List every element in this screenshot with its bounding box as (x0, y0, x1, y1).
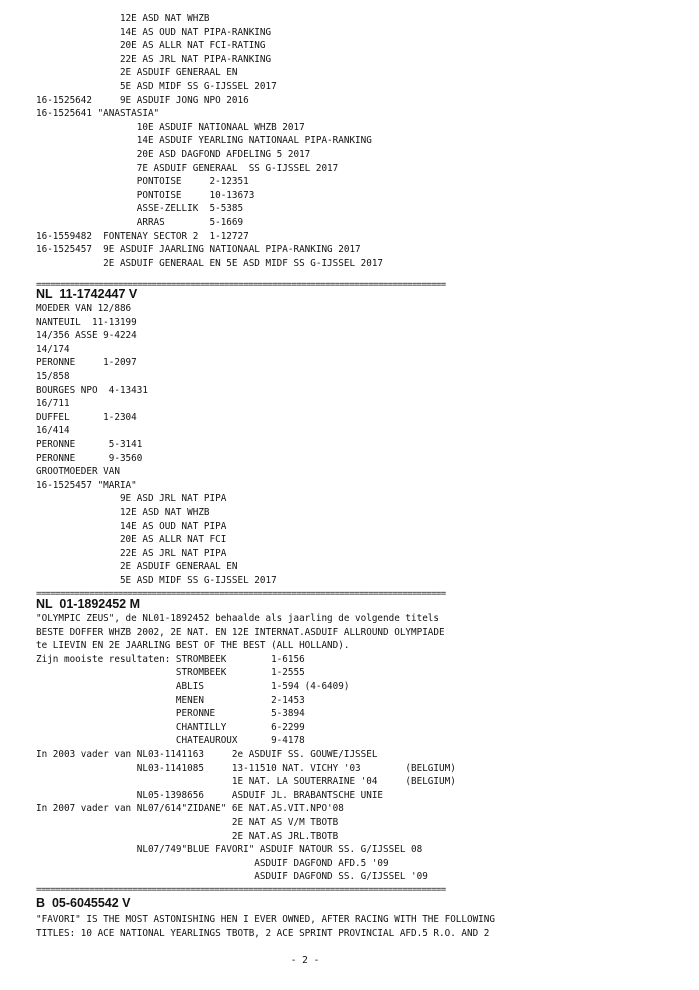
text-line: ASSE-ZELLIK 5-5385 (36, 203, 244, 215)
text-line: 16-1525457 9E ASDUIF JAARLING NATIONAAL PIPA-RANKING 2017 (36, 244, 361, 256)
pedigree-text-block-3 (36, 612, 456, 884)
text-line: PERONNE 9-3560 (36, 452, 143, 464)
pigeon-heading-2: NL 01-1892452 M (36, 597, 140, 611)
text-line: 22E AS JRL NAT PIPA-RANKING (36, 53, 272, 65)
text-line: te LIEVIN EN 2E JAARLING BEST OF THE BEST (ALL HOLLAND). (36, 640, 350, 652)
text-line: 2E NAT.AS JRL.TBOTB (36, 830, 339, 842)
text-line: ASDUIF DAGFOND AFD.5 '09 (36, 857, 389, 869)
separator-line: ===================================================================================== (36, 887, 446, 893)
text-line: TITLES: 10 ACE NATIONAL YEARLINGS TBOTB, 2 ACE SPRINT PROVINCIAL AFD.5 R.O. AND 2 (36, 927, 490, 939)
pedigree-text-block-4 (36, 913, 495, 940)
text-line: 5E ASD MIDF SS G-IJSSEL 2017 (36, 80, 277, 92)
text-line: PERONNE 5-3141 (36, 438, 143, 450)
text-line: ABLIS 1-594 (4-6409) (36, 680, 350, 692)
text-line: 1E NAT. LA SOUTERRAINE '04 (BELGIUM) (36, 776, 456, 788)
text-line: 14/174 (36, 343, 70, 355)
text-line: In 2007 vader van NL07/614"ZIDANE" 6E NAT.AS.VIT.NPO'08 (36, 803, 344, 815)
text-line: ASDUIF DAGFOND SS. G/IJSSEL '09 (36, 871, 428, 883)
text-line: 12E ASD NAT WHZB (36, 13, 210, 24)
text-line: 2E ASDUIF GENERAAL EN 5E ASD MIDF SS G-IJSSEL 2017 (36, 257, 384, 269)
pedigree-text-block-1 (36, 12, 383, 270)
text-line: ARRAS 5-1669 (36, 216, 244, 228)
pedigree-text-block-2 (36, 302, 277, 587)
text-line: DUFFEL 1-2304 (36, 411, 137, 423)
page-number: - 2 - (290, 955, 320, 966)
text-line: "OLYMPIC ZEUS", de NL01-1892452 behaalde als jaarling de volgende titels (36, 613, 439, 624)
text-line: 14E AS OUD NAT PIPA (36, 520, 227, 532)
separator-line: ===================================================================================== (36, 591, 446, 597)
text-line: 2E ASDUIF GENERAAL EN (36, 67, 238, 79)
text-line: PERONNE 5-3894 (36, 708, 305, 720)
text-line: 20E AS ALLR NAT FCI-RATING (36, 40, 266, 52)
text-line: PONTOISE 2-12351 (36, 176, 249, 188)
text-line: BOURGES NPO 4-13431 (36, 384, 148, 396)
text-line: 16/414 (36, 425, 70, 437)
text-line: Zijn mooiste resultaten: STROMBEEK 1-6156 (36, 653, 305, 665)
text-line: PERONNE 1-2097 (36, 357, 137, 369)
text-line: 14/356 ASSE 9-4224 (36, 330, 137, 342)
text-line: 2E ASDUIF GENERAAL EN (36, 561, 238, 573)
text-line: In 2003 vader van NL03-1141163 2e ASDUIF SS. GOUWE/IJSSEL (36, 748, 378, 760)
text-line: 10E ASDUIF NATIONAAL WHZB 2017 (36, 121, 305, 133)
text-line: 16-1525642 9E ASDUIF JONG NPO 2016 (36, 94, 249, 106)
pigeon-heading-1: NL 11-1742447 V (36, 287, 138, 301)
text-line: 9E ASD JRL NAT PIPA (36, 493, 227, 505)
text-line: BESTE DOFFER WHZB 2002, 2E NAT. EN 12E INTERNAT.ASDUIF ALLROUND OLYMPIADE (36, 626, 445, 638)
text-line: MENEN 2-1453 (36, 694, 305, 706)
text-line: 22E AS JRL NAT PIPA (36, 547, 227, 559)
text-line: 14E AS OUD NAT PIPA-RANKING (36, 26, 272, 38)
text-line: NANTEUIL 11-13199 (36, 316, 137, 328)
text-line: 16-1559482 FONTENAY SECTOR 2 1-12727 (36, 230, 249, 242)
text-line: 2E NAT AS V/M TBOTB (36, 816, 339, 828)
text-line: 15/858 (36, 370, 70, 382)
text-line: CHATEAUROUX 9-4178 (36, 735, 305, 747)
text-line: NL03-1141085 13-11510 NAT. VICHY '03 (BELGIUM) (36, 762, 456, 774)
text-line: CHANTILLY 6-2299 (36, 721, 305, 733)
text-line: GROOTMOEDER VAN (36, 466, 120, 478)
text-line: 16-1525641 "ANASTASIA" (36, 108, 160, 120)
text-line: 16-1525457 "MARIA" (36, 479, 137, 491)
text-line: 12E ASD NAT WHZB (36, 506, 210, 518)
text-line: NL05-1398656 ASDUIF JL. BRABANTSCHE UNIE (36, 789, 384, 801)
text-line: 7E ASDUIF GENERAAL SS G-IJSSEL 2017 (36, 162, 339, 174)
pigeon-heading-3: B 05-6045542 V (36, 896, 131, 910)
separator-line: ===================================================================================== (36, 282, 446, 288)
text-line: 5E ASD MIDF SS G-IJSSEL 2017 (36, 574, 277, 586)
text-line: NL07/749"BLUE FAVORI" ASDUIF NATOUR SS. G/IJSSEL 08 (36, 844, 423, 856)
text-line: 14E ASDUIF YEARLING NATIONAAL PIPA-RANKING (36, 135, 372, 147)
text-line: "FAVORI" IS THE MOST ASTONISHING HEN I EVER OWNED, AFTER RACING WITH THE FOLLOWING (36, 914, 495, 925)
text-line: MOEDER VAN 12/886 (36, 303, 132, 314)
text-line: PONTOISE 10-13673 (36, 189, 255, 201)
text-line: 20E AS ALLR NAT FCI (36, 534, 227, 546)
text-line: 20E ASD DAGFOND AFDELING 5 2017 (36, 148, 311, 160)
text-line: 16/711 (36, 398, 70, 410)
text-line: STROMBEEK 1-2555 (36, 667, 305, 679)
